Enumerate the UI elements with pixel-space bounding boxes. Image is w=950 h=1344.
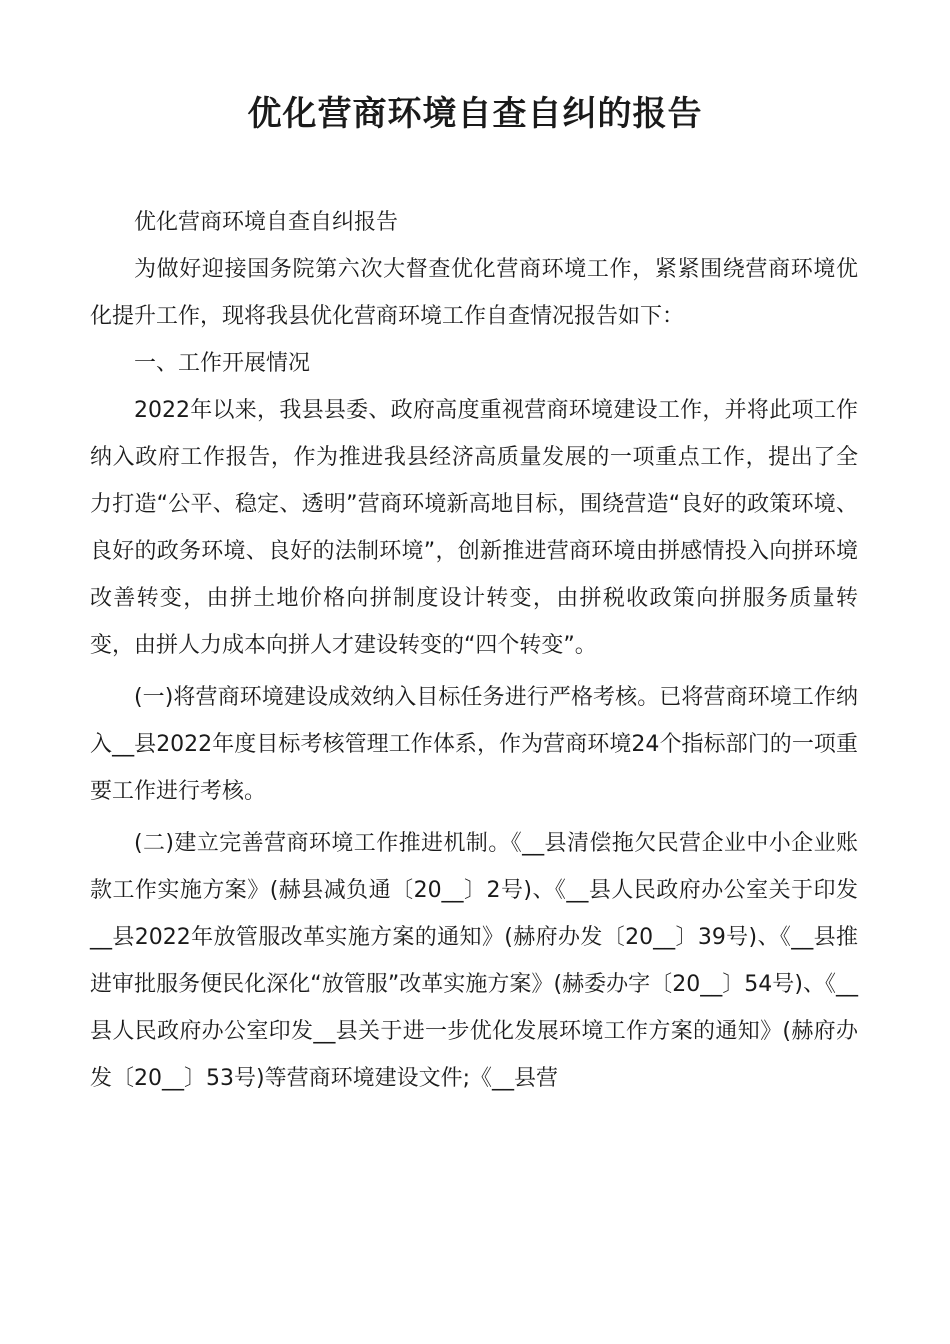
paragraph-item-2: (二)建立完善营商环境工作推进机制。《__县清偿拖欠民营企业中小企业账款工作实施方案》(赫县减负通〔20__〕2号)、《__县人民政府办公室关于印发__县2022年放管服改革实施方案的通知》(赫府办发〔20__〕39号)、《__县推进审批服务便民化深化“放管服”改革实施方案》(赫委办字〔20__〕54号)、《__县人民政府办公室印发__县关于进一步优化发展环境工作方案的通知》(赫府办发〔20__〕53号)等营商环境建设文件;《__县营 xyxy=(90,831,858,1091)
paragraph-item-1: (一)将营商环境建设成效纳入目标任务进行严格考核。已将营商环境工作纳入__县2022年度目标考核管理工作体系，作为营商环境24个指标部门的一项重要工作进行考核。 xyxy=(90,685,858,804)
section-heading: 一、工作开展情况 xyxy=(134,351,311,376)
paragraph-intro: 为做好迎接国务院第六次大督查优化营商环境工作，紧紧围绕营商环境优化提升工作，现将我县优化营商环境工作自查情况报告如下： xyxy=(90,257,858,329)
document-body xyxy=(90,199,858,1102)
paragraph-overview: 2022年以来，我县县委、政府高度重视营商环境建设工作，并将此项工作纳入政府工作报告，作为推进我县经济高质量发展的一项重点工作，提出了全力打造“公平、稳定、透明”营商环境新高地目标，围绕营造“良好的政策环境、良好的政务环境、良好的法制环境”，创新推进营商环境由拼感情投入向拼环境改善转变，由拼土地价格向拼制度设计转变，由拼税收政策向拼服务质量转变，由拼人力成本向拼人才建设转变的“四个转变”。 xyxy=(90,398,858,658)
document-title: 优化营商环境自查自纠的报告 xyxy=(247,94,703,134)
paragraph-subtitle: 优化营商环境自查自纠报告 xyxy=(134,210,399,235)
